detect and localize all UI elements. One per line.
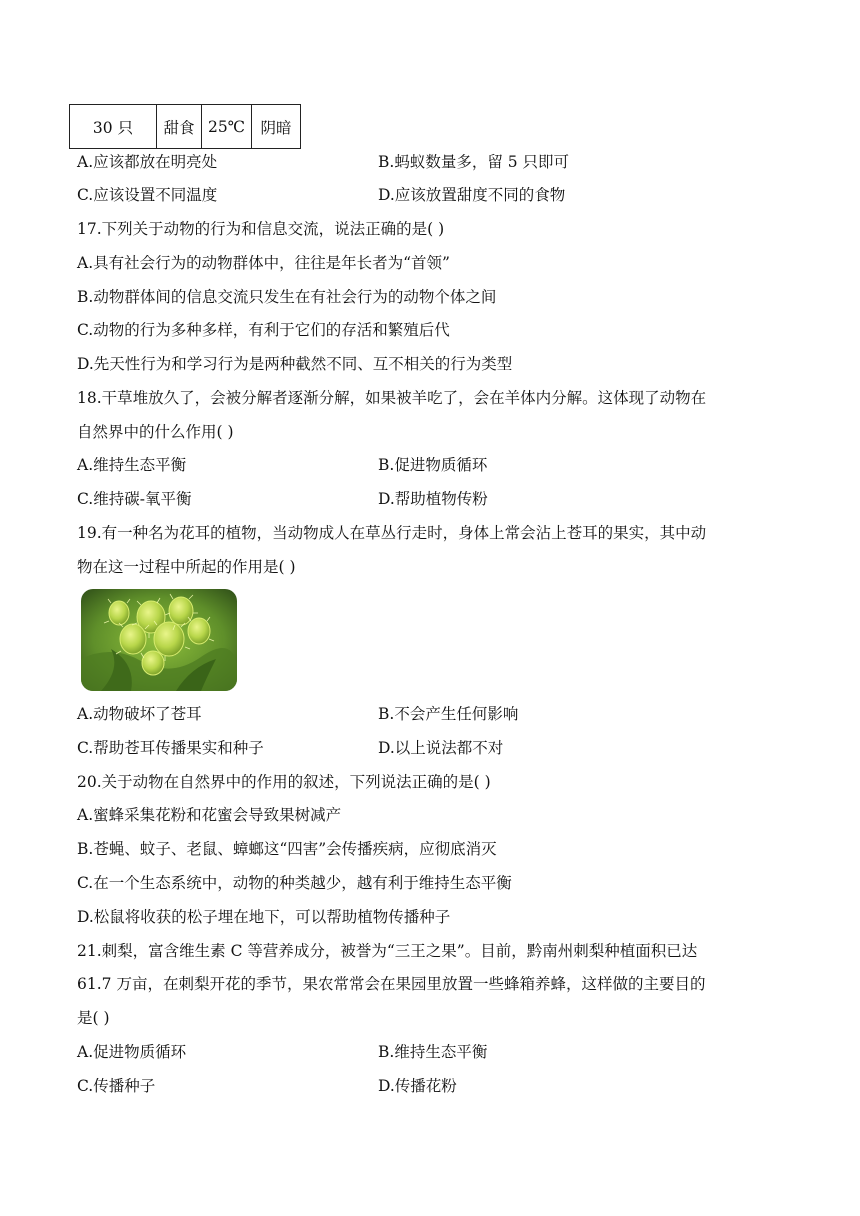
q19-option-c: C.帮助苍耳传播果实和种子 [77, 739, 264, 757]
q18-option-d: D.帮助植物传粉 [378, 490, 488, 508]
q17-stem: 17.下列关于动物的行为和信息交流，说法正确的是( ) [77, 220, 445, 238]
q19-option-a: A.动物破坏了苍耳 [77, 705, 202, 723]
q16-option-c: C.应该设置不同温度 [77, 186, 218, 204]
q17-option-d: D.先天性行为和学习行为是两种截然不同、互不相关的行为类型 [77, 355, 513, 373]
table-cell: 30 只 [70, 105, 157, 149]
table-row [70, 105, 301, 149]
q20-stem: 20.关于动物在自然界中的作用的叙述，下列说法正确的是( ) [77, 773, 491, 791]
q17-option-b: B.动物群体间的信息交流只发生在有社会行为的动物个体之间 [77, 288, 497, 306]
q18-option-b: B.促进物质循环 [378, 456, 488, 474]
q21-option-c: C.传播种子 [77, 1077, 156, 1095]
table-cell: 25℃ [202, 105, 252, 149]
q19-stem-line2: 物在这一过程中所起的作用是( ) [77, 558, 296, 576]
cocklebur-photo [81, 589, 237, 691]
q20-option-c: C.在一个生态系统中，动物的种类越少，越有利于维持生态平衡 [77, 874, 512, 892]
q18-stem-line2: 自然界中的什么作用( ) [77, 423, 234, 441]
q19-option-b: B.不会产生任何影响 [378, 705, 519, 723]
q20-option-a: A.蜜蜂采集花粉和花蜜会导致果树减产 [77, 806, 342, 824]
q20-option-d: D.松鼠将收获的松子埋在地下，可以帮助植物传播种子 [77, 908, 451, 926]
q21-stem-line3: 是( ) [77, 1009, 110, 1027]
q16-option-d: D.应该放置甜度不同的食物 [378, 186, 566, 204]
q17-option-c: C.动物的行为多种多样，有利于它们的存活和繁殖后代 [77, 321, 450, 339]
q18-stem-line1: 18.干草堆放久了，会被分解者逐渐分解，如果被羊吃了，会在羊体内分解。这体现了动物在 [77, 389, 707, 407]
q21-option-d: D.传播花粉 [378, 1077, 457, 1095]
table-cell: 甜食 [157, 105, 202, 149]
table-cell: 阴暗 [252, 105, 301, 149]
experiment-table [69, 104, 301, 149]
q21-option-a: A.促进物质循环 [77, 1043, 187, 1061]
q18-option-a: A.维持生态平衡 [77, 456, 187, 474]
q20-option-b: B.苍蝇、蚊子、老鼠、蟑螂这“四害”会传播疾病，应彻底消灭 [77, 840, 497, 858]
q16-option-a: A.应该都放在明亮处 [77, 153, 218, 171]
q17-option-a: A.具有社会行为的动物群体中，往往是年长者为“首领” [77, 254, 450, 272]
q18-option-c: C.维持碳-氧平衡 [77, 490, 192, 508]
q19-option-d: D.以上说法都不对 [378, 739, 504, 757]
q19-stem-line1: 19.有一种名为花耳的植物，当动物成人在草丛行走时，身体上常会沾上苍耳的果实，其中动 [77, 524, 707, 542]
q21-stem-line1: 21.刺梨，富含维生素 C 等营养成分，被誉为“三王之果”。目前，黔南州刺梨种植面积已达 [77, 942, 698, 960]
q21-stem-line2: 61.7 万亩，在刺梨开花的季节，果农常常会在果园里放置一些蜂箱养蜂，这样做的主要目的 [77, 975, 706, 993]
q21-option-b: B.维持生态平衡 [378, 1043, 488, 1061]
q16-option-b: B.蚂蚁数量多，留 5 只即可 [378, 153, 570, 171]
